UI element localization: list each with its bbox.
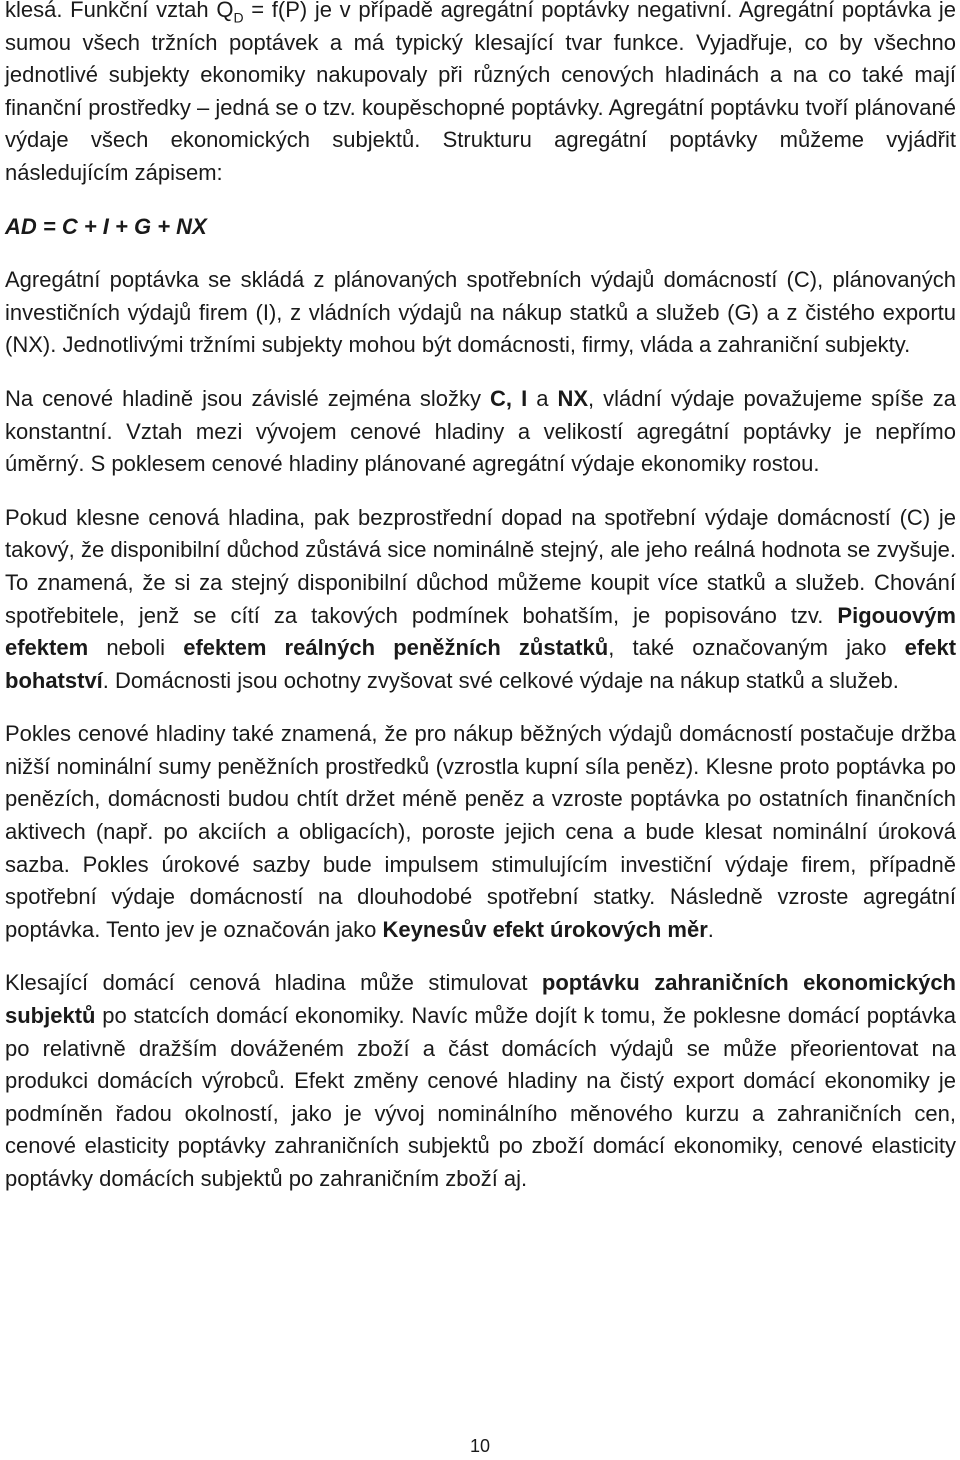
bold-term: efekt bohatství	[5, 635, 957, 693]
text-run: po statcích domácí ekonomiky. Navíc může dojít k tomu, že poklesne domácí poptávka po relativně dražším dováženém zboží a část domácích výdajů se může přeorientovat na produkci domácích výrobců. Efekt změny cenové hladiny na čistý export domácí ekonomiky je podmíněn řadou okolností, jako je vývoj nominálního měnového kurzu a zahraničních cen, cenové elasticity poptávky zahraničních subjektů po zboží domácí ekonomiky, cenové elasticity poptávky domácích subjektů po zahraničním zboží aj.	[5, 1003, 956, 1191]
paragraph-foreign-demand	[5, 967, 956, 1195]
bold-term: Pigouovým efektem	[5, 602, 956, 661]
page-number: 10	[469, 1436, 491, 1456]
bold-term: NX	[557, 385, 589, 411]
text-run: Pokud klesne cenová hladina, pak bezprostřední dopad na spotřební výdaje domácností (C) je takový, že disponibilní důchod zůstává sice nominálně stejný, ale jeho reálná hodnota se zvyšuje. To znamená, že si za stejný disponibilní důchod můžeme koupit více statků a služeb. Chování spotřebitele, jenž se cítí za takových podmínek bohatším, je popisováno tzv.	[5, 504, 956, 628]
text-run: . Domácnosti jsou ochotny zvyšovat své celkové výdaje na nákup statků a služeb.	[102, 667, 899, 693]
bold-term: C, I	[490, 385, 528, 411]
text-run: a	[527, 385, 558, 411]
text-run: klesá. Funkční vztah Q	[5, 0, 234, 22]
text-run: Agregátní poptávka se skládá z plánovaných spotřebních výdajů domácností (C), plánovaných investičních výdajů firem (I), z vládních výdajů na nákup statků a služeb (G) a z čistého exportu (NX). Jednotlivými tržními subjekty mohou být domácnosti, firmy, vláda a zahraniční subjekty.	[5, 267, 956, 358]
text-run: Klesající domácí cenová hladina může stimulovat	[5, 970, 542, 996]
paragraph-aggregate-demand-definition	[5, 0, 956, 190]
text-run: = f(P) je v případě agregátní poptávky negativní. Agregátní poptávka je sumou všech tržních poptávek a má typický klesající tvar funkce. Vyjadřuje, co by všechno jednotlivé subjekty ekonomiky nakupovaly při různých cenových hladinách a na co také mají finanční prostředky – jedná se o tzv. koupěschopné poptávky. Agregátní poptávku tvoří plánované výdaje všech ekonomických subjektů. Strukturu agregátní poptávky můžeme vyjádřit následujícím zápisem:	[5, 0, 956, 185]
text-run: Na cenové hladině jsou závislé zejména složky	[5, 385, 491, 411]
paragraph-price-level-dependence	[5, 383, 956, 481]
text-run: .	[707, 916, 714, 942]
document-body	[5, 0, 956, 1196]
text-run: Pokles cenové hladiny také znamená, že pro nákup běžných výdajů domácností postačuje držba nižší nominální sumy peněžních prostředků (vzrostla kupní síla peněz). Klesne proto poptávka po penězích, domácnosti budou chtít držet méně peněz a vzroste poptávka po ostatních finančních aktivech (např. po akciích a obligacích), poroste jejich cena a bude klesat nominální úroková sazba. Pokles úrokové sazby bude impulsem stimulujícím investiční výdaje firem, případně spotřební výdaje domácností na dlouhodobé spotřební statky. Následně vzroste agregátní poptávka. Tento jev je označován jako	[5, 721, 956, 942]
bold-term: Keynesův efekt úrokových měr	[382, 916, 708, 942]
paragraph-keynes-effect	[5, 718, 956, 946]
text-run: AD = C + I + G + NX	[5, 213, 207, 239]
text-run: neboli	[88, 635, 184, 661]
paragraph-pigou-effect	[5, 502, 956, 698]
subscript: D	[233, 9, 244, 26]
text-run: , také označovaným jako	[608, 635, 905, 661]
paragraph-ad-components	[5, 264, 956, 362]
formula-ad	[5, 211, 956, 244]
text-run: , vládní výdaje považujeme spíše za konstantní. Vztah mezi vývojem cenové hladiny a velikostí agregátní poptávky je nepřímo úměrný. S poklesem cenové hladiny plánované agregátní výdaje ekonomiky rostou.	[5, 385, 956, 477]
bold-term: efektem reálných peněžních zůstatků	[183, 635, 609, 661]
bold-term: poptávku zahraničních ekonomických subjektů	[5, 970, 956, 1029]
